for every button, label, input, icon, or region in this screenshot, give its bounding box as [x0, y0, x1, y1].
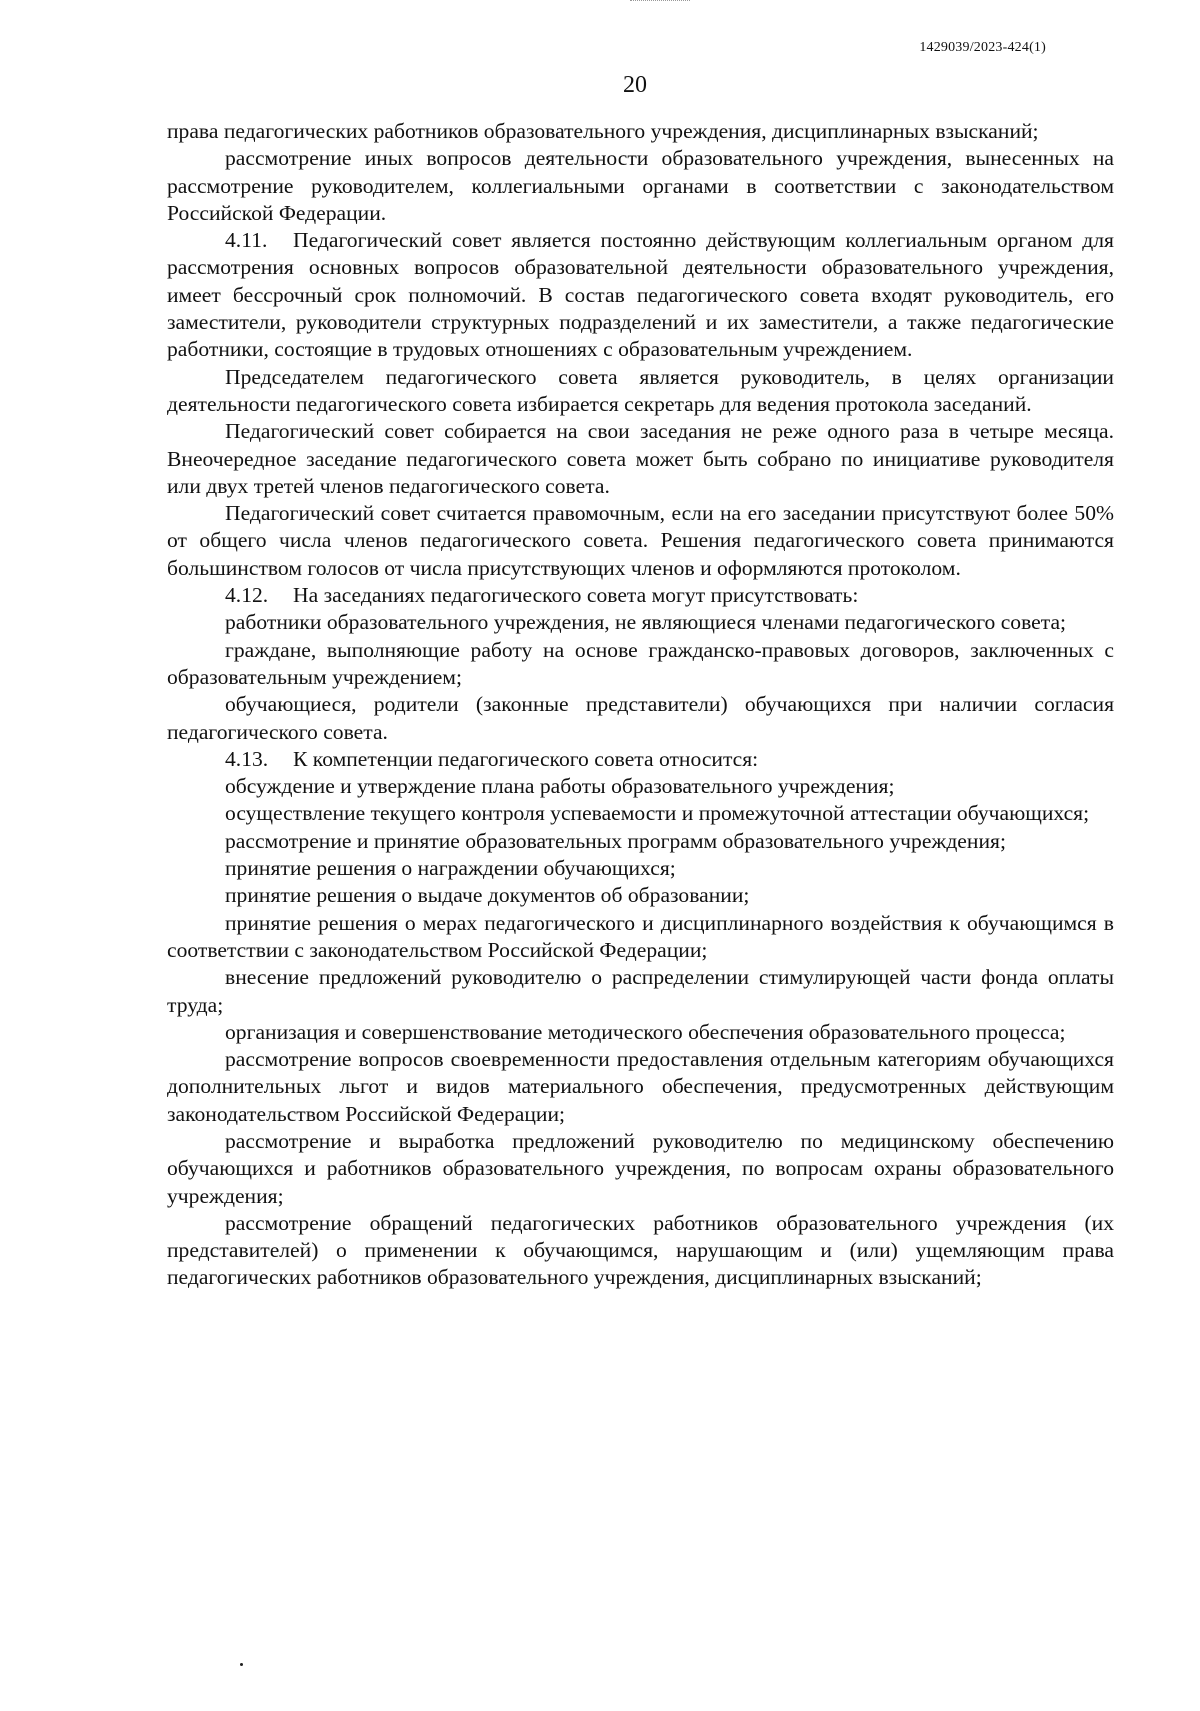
list-item: принятие решения о мерах педагогического и дисциплинарного воздействия к обучающимся в соответствии с законодательством Российской Федерации; [167, 910, 1114, 962]
list-item: рассмотрение вопросов своевременности предоставления отдельным категориям обучающихся дополнительных льгот и видов материального обеспечения, предусмотренных действующим законодательством Российской Федерации; [167, 1047, 1114, 1126]
list-item: обсуждение и утверждение плана работы образовательного учреждения; [225, 774, 895, 799]
list-item: работники образовательного учреждения, не являющиеся членами педагогического совета; [225, 610, 1067, 635]
list-item: внесение предложений руководителю о распределении стимулирующей части фонда оплаты труда; [167, 965, 1114, 1017]
list-item: рассмотрение обращений педагогических работников образовательного учреждения (их представителей) о применении к обучающимся, нарушающим и (или) ущемляющим права педагогических работников образовательного учреждения, дисциплинарных взысканий; [167, 1210, 1114, 1290]
section-number: 4.11. [225, 228, 268, 253]
paragraph: Председателем педагогического совета является руководитель, в целях организации деятельности педагогического совета избирается секретарь для ведения протокола заседаний. [167, 364, 1114, 416]
list-item: принятие решения о награждении обучающихся; [225, 856, 676, 881]
list-item: организация и совершенствование методического обеспечения образовательного процесса; [225, 1019, 1066, 1044]
section-number: 4.13. [225, 746, 269, 771]
paragraph: права педагогических работников образовательного учреждения, дисциплинарных взысканий; [167, 119, 1039, 143]
list-item: граждане, выполняющие работу на основе гражданско-правовых договоров, заключенных с образовательным учреждением; [167, 637, 1114, 689]
scan-edge-mark [630, 0, 690, 5]
page-number: 20 [623, 72, 647, 98]
section-4-13: 4.13. К компетенции педагогического совета относится: [167, 746, 1114, 773]
document-id: 1429039/2023-424(1) [919, 40, 1046, 55]
list-item: рассмотрение и выработка предложений руководителю по медицинскому обеспечению обучающихся и работников образовательного учреждения, по вопросам охраны образовательного учреждения; [167, 1128, 1114, 1208]
list-item: обучающиеся, родители (законные представители) обучающихся при наличии согласия педагогического совета. [167, 692, 1114, 744]
list-item: принятие решения о выдаче документов об образовании; [225, 883, 750, 908]
list-item: осуществление текущего контроля успеваемости и промежуточной аттестации обучающихся; [225, 801, 1090, 826]
section-4-11: 4.11. Педагогический совет является постоянно действующим коллегиальным органом для рассмотрения основных вопросов образовательной деятельности образовательного учреждения, имеет бессрочный срок полномочий. В состав педагогического совета входят руководитель, его заместители, руководители структурных подразделений и их заместители, а также педагогические работники, состоящие в трудовых отношениях с образовательным учреждением. [167, 228, 1114, 362]
list-item: рассмотрение и принятие образовательных программ образовательного учреждения; [225, 828, 1006, 853]
section-number: 4.12. [225, 583, 269, 608]
document-body [167, 118, 1114, 1292]
paragraph: Педагогический совет собирается на свои заседания не реже одного раза в четыре месяца. Внеочередное заседание педагогического совета может быть собрано по инициативе руководителя или двух третей членов педагогического совета. [167, 419, 1114, 498]
scan-dot-mark [240, 1663, 243, 1666]
paragraph: рассмотрение иных вопросов деятельности образовательного учреждения, вынесенных на рассмотрение руководителем, коллегиальными органами в соответствии с законодательством Российской Федерации. [167, 146, 1114, 225]
paragraph: Педагогический совет считается правомочным, если на его заседании присутствуют более 50% от общего числа членов педагогического совета. Решения педагогического совета принимаются большинством голосов от числа присутствующих членов и оформляются протоколом. [167, 501, 1114, 580]
section-4-12: 4.12. На заседаниях педагогического совета могут присутствовать: [167, 582, 1114, 609]
